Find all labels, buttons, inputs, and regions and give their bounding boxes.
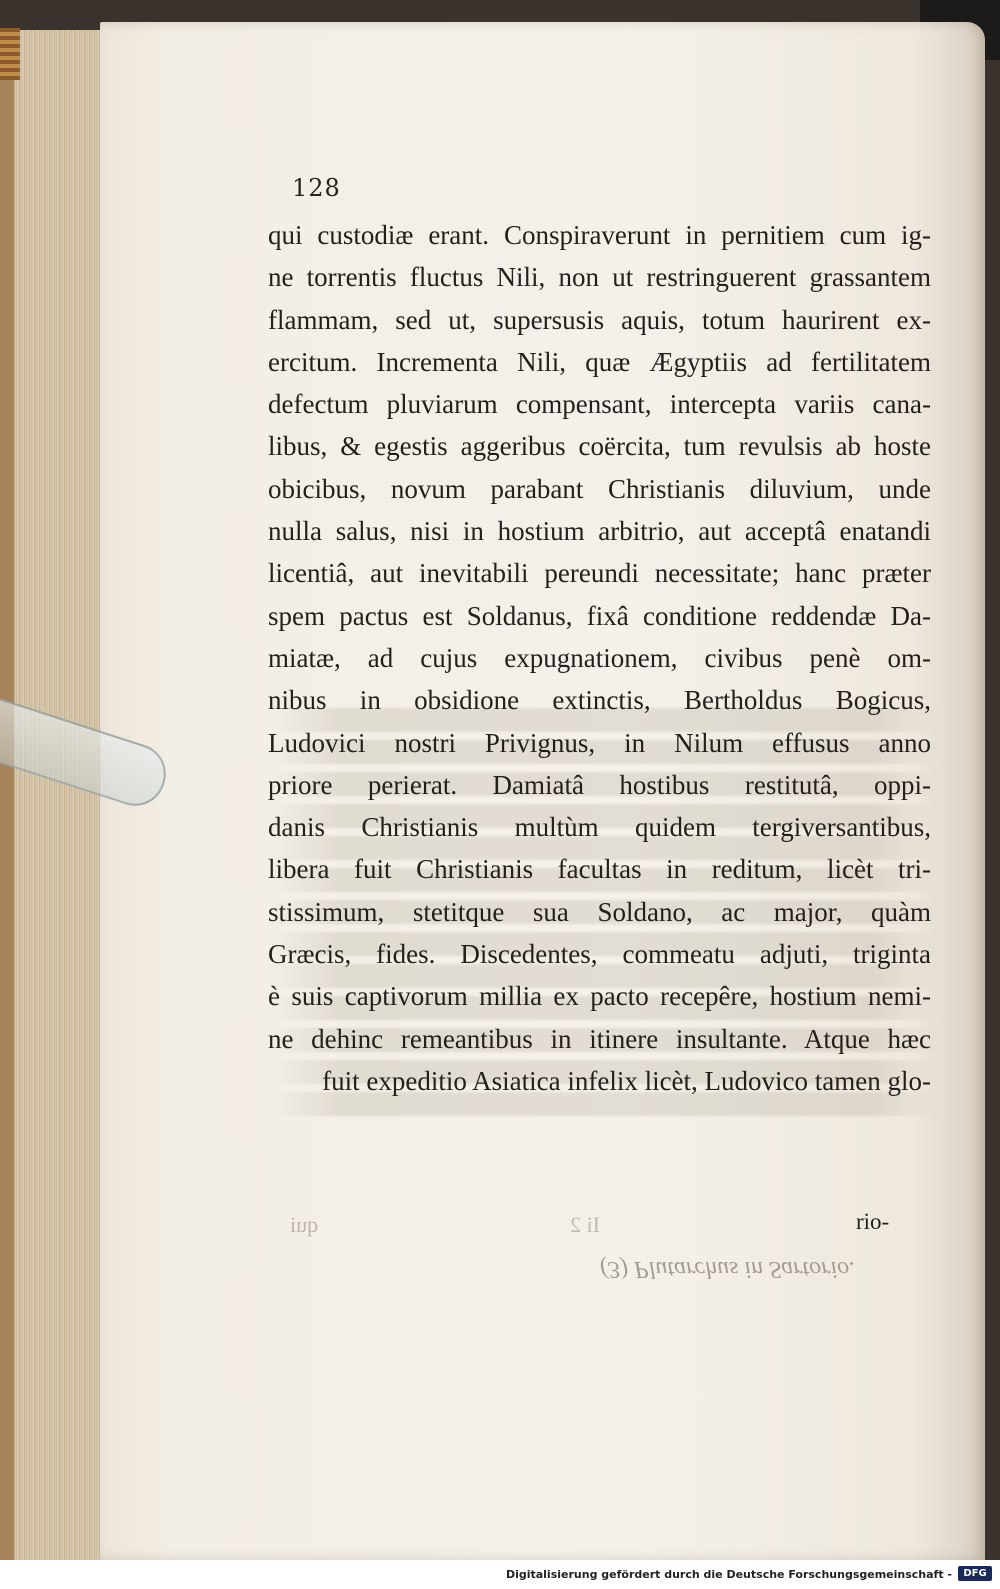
text-line: qui custodiæ erant. Conspiraverunt in pernitiem cum ig- bbox=[268, 220, 931, 250]
text-line: libus, & egestis aggeribus coërcita, tum revulsis ab hoste bbox=[268, 431, 931, 462]
text-line: è suis captivorum millia ex pacto recepêre, hostium nemi- bbox=[268, 981, 931, 1012]
bleed-signature-mark: Ii 2 bbox=[570, 1212, 600, 1237]
text-line: miatæ, ad cujus expugnationem, civibus penè om- bbox=[268, 642, 931, 673]
footer-credit: Digitalisierung gefördert durch die Deutsche Forschungsgemeinschaft - bbox=[505, 1568, 952, 1581]
body-text bbox=[268, 214, 931, 1102]
text-line: priore perierat. Damiatâ hostibus restitutâ, oppi- bbox=[268, 769, 931, 800]
text-line: flammam, sed ut, supersusis aquis, totum haurirent ex- bbox=[268, 304, 931, 335]
text-line: Græcis, fides. Discedentes, commeatu adjuti, triginta bbox=[268, 939, 931, 970]
bleed-footnote: (3) Plutarchus in Sartorio. bbox=[600, 1256, 856, 1282]
text-line: danis Christianis multùm quidem tergiversantibus, bbox=[268, 812, 931, 843]
catchword: rio- bbox=[856, 1209, 890, 1234]
text-line: obicibus, novum parabant Christianis diluvium, unde bbox=[268, 473, 931, 504]
text-line: libera fuit Christianis facultas in reditum, licèt tri- bbox=[268, 854, 931, 885]
text-line: fuit expeditio Asiatica infelix licèt, Ludovico tamen glo- bbox=[322, 1065, 931, 1096]
text-line: Ludovici nostri Privignus, in Nilum effusus anno bbox=[268, 727, 931, 758]
text-line: ne torrentis fluctus Nili, non ut restringuerent grassantem bbox=[268, 262, 931, 293]
dfg-logo: DFG bbox=[958, 1566, 992, 1581]
text-line: nulla salus, nisi in hostium arbitrio, aut acceptâ enatandi bbox=[268, 516, 931, 547]
text-line: ercitum. Incrementa Nili, quæ Ægyptiis ad fertilitatem bbox=[268, 346, 931, 377]
text-line: stissimum, stetitque sua Soldano, ac major, quàm bbox=[268, 896, 931, 927]
book-edge bbox=[0, 30, 14, 1560]
footer-bar bbox=[0, 1560, 1000, 1589]
text-line: licentiâ, aut inevitabili pereundi necessitate; hanc præter bbox=[268, 558, 931, 589]
text-line: spem pactus est Soldanus, fixâ conditione reddendæ Da- bbox=[268, 600, 931, 631]
spine-decoration bbox=[0, 28, 20, 80]
text-line: nibus in obsidione extinctis, Bertholdus Bogicus, bbox=[268, 685, 931, 716]
text-line: defectum pluviarum compensant, intercepta variis cana- bbox=[268, 389, 931, 420]
text-line: ne dehinc remeantibus in itinere insultante. Atque hæc bbox=[268, 1023, 931, 1054]
bleed-signature: qui bbox=[290, 1212, 319, 1237]
page-stack bbox=[0, 30, 107, 1560]
page-number: 128 bbox=[292, 174, 341, 202]
